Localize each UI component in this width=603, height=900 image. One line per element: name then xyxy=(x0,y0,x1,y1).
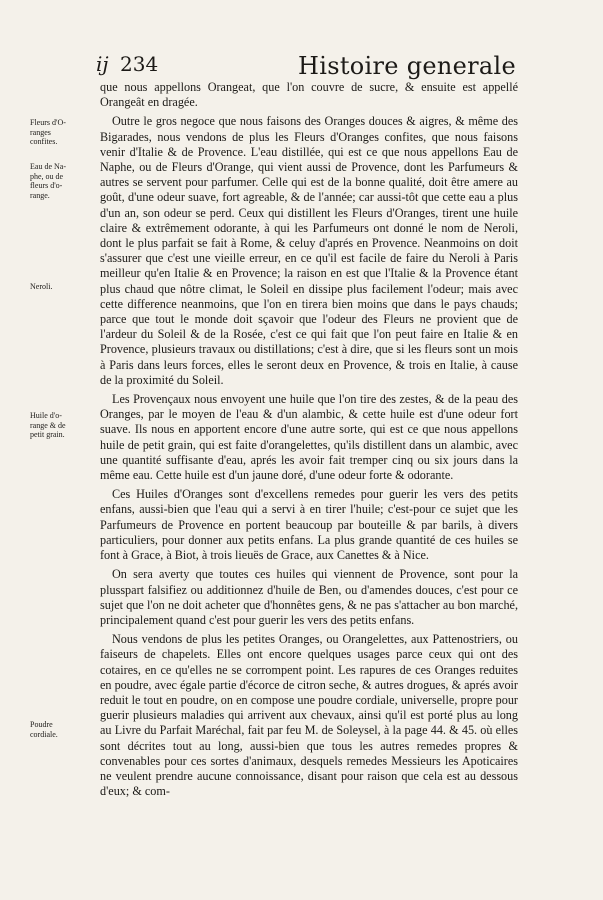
margin-note-neroli: Neroli. xyxy=(30,282,53,291)
signature-mark: ij xyxy=(96,52,109,76)
margin-note-huile: Huile d'o- range & de petit grain. xyxy=(30,411,66,439)
paragraph: Les Provençaux nous envoyent une huile que l'on tire des zestes, & de la peau des Oranges, par le moyen de l'eau & d'un alambic, & cette huile est d'une odeur fort suave. Ils nous en apportent encore d'une autre sorte, qui est ce que nous appellons huile de petit grain, qui est faite d'orangelettes, qu'ils distillent dans un alambic, avec une quantité suffisante d'eau, aprés les avoir fait tremper cinq ou six jours dans la même eau. Cette huile est d'un jaune doré, d'une odeur forte & odorante. xyxy=(100,392,518,483)
margin-note-poudre: Poudre cordiale. xyxy=(30,720,58,739)
paragraph: que nous appellons Orangeat, que l'on couvre de sucre, & ensuite est appellé Orangeât en dragée. xyxy=(100,80,518,110)
paragraph: Ces Huiles d'Oranges sont d'excellens remedes pour guerir les vers des petits enfans, aussi-bien que l'eau qui a servi à en tirer l'huile; c'est-pour ce sujet que les Parfumeurs de Provence en portent beaucoup par bouteille & par barils, à divers particuliers, pour donner aux petits enfans. La plus grande quantité de ces huiles se font à Grace, à Biot, à trois lieuës de Grace, aux Canettes & à Nice. xyxy=(100,487,518,563)
running-head: Histoire generale xyxy=(298,52,516,80)
margin-note-fleurs: Fleurs d'O- ranges confites. xyxy=(30,118,66,146)
paragraph: Nous vendons de plus les petites Oranges, ou Orangelettes, aux Pattenostriers, ou faiseurs de chapelets. Elles ont encore quelques usages parce ceux qui ont des cotaires, en ce qu'elles ne se corrompent point. Les rapures de ces Oranges reduites en poudre, avec égale partie d'écorce de citron seche, & autres drogues, & aprés avoir reduit le tout en poudre, on en compose une poudre cordiale, universelle, propre pour guerir plusieurs maladies qui arrivent aux chevaux, ainsi qu'il est porté plus au long au Livre du Parfait Maréchal, fait par feu M. de Soleysel, à la page 44. & 45. où elles sont décrites tout au long, aussi-bien que tous les autres remedes propres & convenables pour ces sortes d'animaux, desquels remedes Messieurs les Apoticaires ne veulent prendre aucune connoissance, disant pour raison que cela est au dessous d'eux; & com- xyxy=(100,632,518,799)
margin-note-eau-de-naphe: Eau de Na- phe, ou de fleurs d'o- range. xyxy=(30,162,66,200)
paragraph: Outre le gros negoce que nous faisons des Oranges douces & aigres, & même des Bigarades, nous vendons de plus les Fleurs d'Oranges confites, que nous faisons venir d'Italie & de Provence. L'eau distillée, qui est ce que nous appellons Eau de Naphe, ou de Fleurs d'Orange, qui vient aussi de Provence, dont les Parfumeurs & autres se servent pour parfumer. Celle qui est de la bonne qualité, doit être amere au goût, d'une odeur suave, fort agreable, & de l'année; car aussi-tôt que cette eau a plus d'un an, son odeur se perd. Ceux qui distillent les Fleurs d'Oranges, tirent une huile claire & extrêmement odorante, à qui les Parfumeurs ont donné le nom de Neroli, dont le plus parfait se fait à Rome, & celuy d'aprés en Provence. Neanmoins on doit s'assurer que c'est une vieille erreur, en ce qu'il est facile de faire du Neroli à Paris meilleur qu'en Italie & en Provence; la raison en est que l'Italie & la Provence étant plus chaud que nôtre climat, le Soleil en dissipe plus facilement l'odeur; mais avec cette difference neanmoins, que l'on en tirera bien moins que dans le pays chauds; parce que tout le monde doit sçavoir que l'odeur des Fleurs ne provient que de l'ardeur du Soleil & de la Rosée, c'est ce qui fait que l'on peut faire en Italie & en Provence, plusieurs travaux ou distillations; c'est à dire, que si les fleurs sont un mois à Paris dans leurs forces, elles le seront deux en Provence, & trois en Italie, à cause de la proximité du Soleil. xyxy=(100,114,518,387)
page-number: 234 xyxy=(120,52,159,76)
body-text xyxy=(100,80,518,803)
paragraph: On sera averty que toutes ces huiles qui viennent de Provence, sont pour la plusspart falsifiez ou additionnez d'huile de Ben, ou d'amendes douces, c'est pour ce sujet que l'on ne doit acheter que d'honnêtes gens, & ne pas s'attacher au bon marché, principalement quand c'est pour guerir les vers des petits enfans. xyxy=(100,567,518,627)
